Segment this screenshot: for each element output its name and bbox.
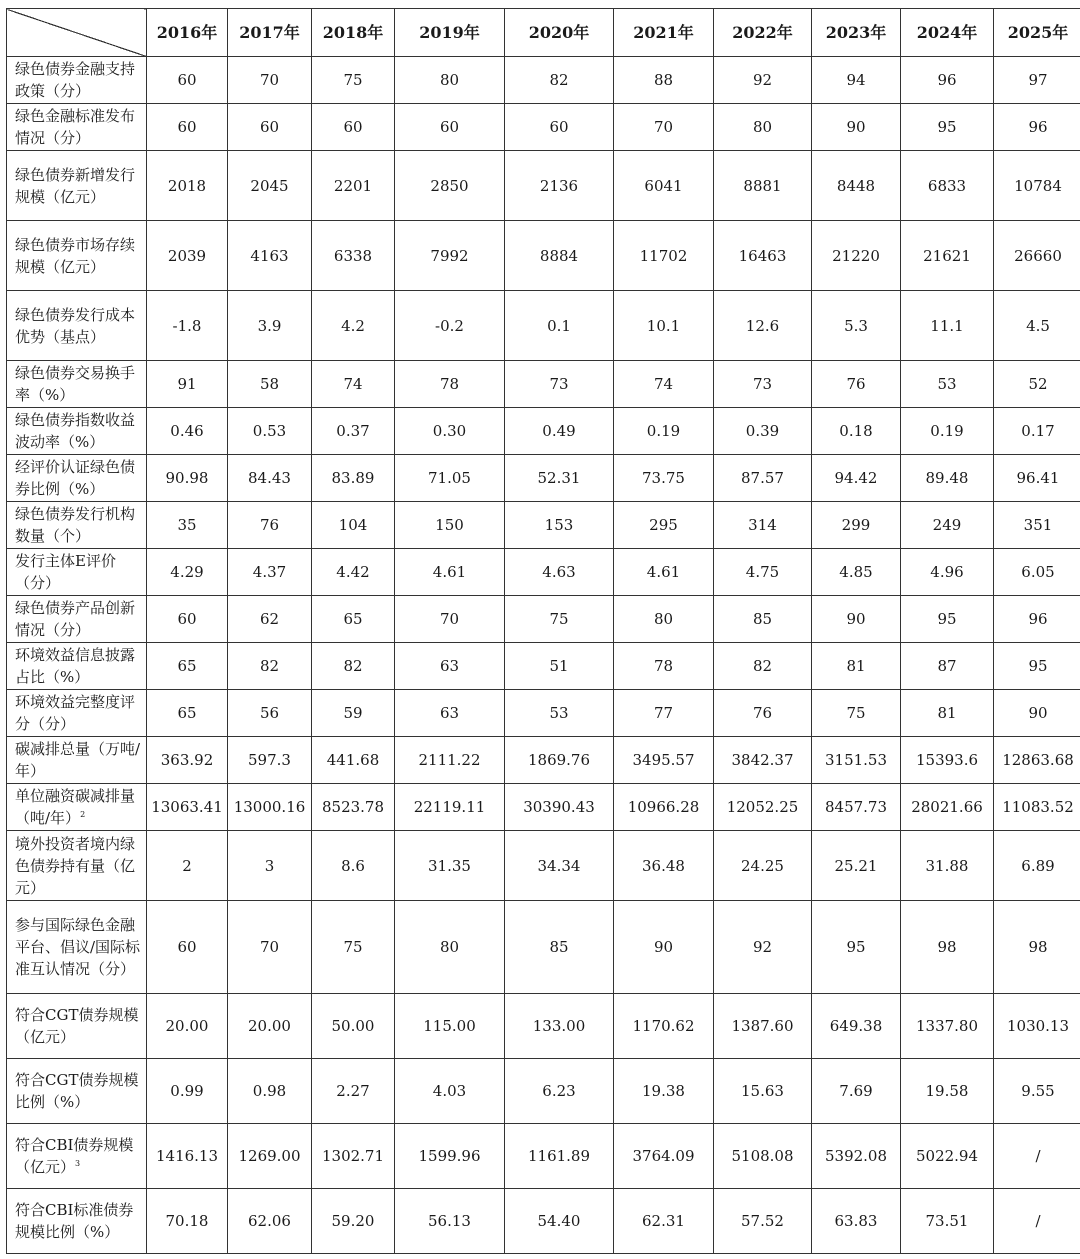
value-cell: 1170.62 [614,994,714,1059]
value-cell: 9.55 [994,1059,1080,1124]
value-cell: 60 [147,901,228,994]
value-cell: 4.5 [994,291,1080,361]
value-cell: 94.42 [812,455,901,502]
value-cell: 11.1 [901,291,994,361]
year-header: 2017年 [228,9,312,57]
row-label [7,596,147,643]
row-label-text: 绿色债券指数收益波动率（%） [15,411,136,451]
value-cell: 4.29 [147,549,228,596]
value-cell: 26660 [994,221,1080,291]
value-cell: 2850 [395,151,505,221]
value-cell: 85 [505,901,614,994]
value-cell: 5108.08 [714,1124,812,1189]
value-cell: 81 [812,643,901,690]
value-cell: 314 [714,502,812,549]
value-cell: 31.88 [901,831,994,901]
value-cell: 295 [614,502,714,549]
value-cell: 0.46 [147,408,228,455]
value-cell: 3151.53 [812,737,901,784]
value-cell: 84.43 [228,455,312,502]
value-cell: 4.63 [505,549,614,596]
value-cell: 20.00 [228,994,312,1059]
value-cell: 95 [901,596,994,643]
row-label [7,221,147,291]
row-label [7,831,147,901]
year-header: 2023年 [812,9,901,57]
value-cell: 13063.41 [147,784,228,831]
row-label-text: 参与国际绿色金融平台、倡议/国际标准互认情况（分） [15,916,141,978]
value-cell: 2201 [312,151,395,221]
value-cell: 3495.57 [614,737,714,784]
value-cell: 70.18 [147,1189,228,1254]
row-label [7,1059,147,1124]
value-cell: 1599.96 [395,1124,505,1189]
value-cell: 441.68 [312,737,395,784]
value-cell: 4.2 [312,291,395,361]
value-cell: 1161.89 [505,1124,614,1189]
value-cell: 76 [714,690,812,737]
value-cell: 30390.43 [505,784,614,831]
row-label [7,1124,147,1189]
table-row [7,1189,1080,1254]
value-cell: 0.19 [614,408,714,455]
value-cell: 90 [614,901,714,994]
value-cell: 8523.78 [312,784,395,831]
value-cell: 70 [395,596,505,643]
row-label [7,408,147,455]
value-cell: 0.49 [505,408,614,455]
value-cell: 96.41 [994,455,1080,502]
value-cell: 50.00 [312,994,395,1059]
row-label [7,104,147,151]
value-cell: 94 [812,57,901,104]
value-cell: 4.96 [901,549,994,596]
value-cell: 6041 [614,151,714,221]
value-cell: 1269.00 [228,1124,312,1189]
value-cell: 92 [714,901,812,994]
year-header: 2019年 [395,9,505,57]
value-cell: -0.2 [395,291,505,361]
value-cell: 2018 [147,151,228,221]
value-cell: 73 [714,361,812,408]
value-cell: 78 [395,361,505,408]
footnote-marker: 2 [80,810,86,819]
table-row [7,994,1080,1059]
value-cell: 81 [901,690,994,737]
value-cell: 65 [147,643,228,690]
row-label-text: 单位融资碳减排量（吨/年） [15,787,136,827]
value-cell: 70 [614,104,714,151]
value-cell: 60 [505,104,614,151]
value-cell: 1337.80 [901,994,994,1059]
row-label [7,690,147,737]
value-cell: 2045 [228,151,312,221]
value-cell: 19.58 [901,1059,994,1124]
value-cell: 5.3 [812,291,901,361]
table-row [7,502,1080,549]
value-cell: 82 [505,57,614,104]
value-cell: 80 [714,104,812,151]
row-label-text: 绿色金融标准发布情况（分） [15,107,136,147]
row-label-text: 符合CGT债券规模（亿元） [15,1006,139,1046]
value-cell: 76 [812,361,901,408]
value-cell: 6338 [312,221,395,291]
value-cell: 6.05 [994,549,1080,596]
value-cell: 4.37 [228,549,312,596]
value-cell: 75 [312,57,395,104]
table-row [7,291,1080,361]
value-cell: 8457.73 [812,784,901,831]
value-cell: 60 [147,104,228,151]
value-cell: 21621 [901,221,994,291]
value-cell: 95 [994,643,1080,690]
value-cell: 53 [505,690,614,737]
row-label [7,291,147,361]
value-cell: 63 [395,690,505,737]
row-label [7,151,147,221]
value-cell: 1302.71 [312,1124,395,1189]
row-label [7,901,147,994]
value-cell: 20.00 [147,994,228,1059]
value-cell: 1416.13 [147,1124,228,1189]
value-cell: 57.52 [714,1189,812,1254]
value-cell: 4.75 [714,549,812,596]
value-cell: 4.61 [395,549,505,596]
row-label-text: 经评价认证绿色债券比例（%） [15,458,136,498]
value-cell: 4.85 [812,549,901,596]
value-cell: 95 [901,104,994,151]
value-cell: 12052.25 [714,784,812,831]
value-cell: 1869.76 [505,737,614,784]
value-cell: 115.00 [395,994,505,1059]
value-cell: 75 [505,596,614,643]
value-cell: 74 [614,361,714,408]
value-cell: 74 [312,361,395,408]
value-cell: 92 [714,57,812,104]
value-cell: 98 [994,901,1080,994]
row-label-text: 环境效益完整度评分（分） [15,693,136,733]
table-row [7,1059,1080,1124]
row-label [7,502,147,549]
value-cell: 78 [614,643,714,690]
value-cell: 70 [228,901,312,994]
row-label-text: 绿色债券发行机构数量（个） [15,505,136,545]
value-cell: 10784 [994,151,1080,221]
value-cell: 62 [228,596,312,643]
value-cell: 97 [994,57,1080,104]
value-cell: 96 [994,596,1080,643]
value-cell: 60 [147,596,228,643]
value-cell: 90 [812,104,901,151]
value-cell: 0.98 [228,1059,312,1124]
value-cell: 96 [901,57,994,104]
value-cell: 1030.13 [994,994,1080,1059]
value-cell: / [994,1189,1080,1254]
value-cell: 4.42 [312,549,395,596]
value-cell: 60 [312,104,395,151]
table-row [7,57,1080,104]
value-cell: 2 [147,831,228,901]
value-cell: 75 [812,690,901,737]
value-cell: 87 [901,643,994,690]
value-cell: 31.35 [395,831,505,901]
value-cell: 12863.68 [994,737,1080,784]
value-cell: 76 [228,502,312,549]
value-cell: 2039 [147,221,228,291]
value-cell: 59 [312,690,395,737]
value-cell: 0.53 [228,408,312,455]
row-label-text: 发行主体E评价（分） [15,552,116,592]
row-label-text: 绿色债券市场存续规模（亿元） [15,235,136,276]
value-cell: 91 [147,361,228,408]
row-label [7,784,147,831]
value-cell: 4.03 [395,1059,505,1124]
table-row [7,549,1080,596]
value-cell: 8.6 [312,831,395,901]
value-cell: 0.39 [714,408,812,455]
value-cell: 16463 [714,221,812,291]
row-label [7,455,147,502]
value-cell: 7992 [395,221,505,291]
value-cell: 80 [614,596,714,643]
table-row [7,784,1080,831]
row-label-text: 绿色债券金融支持政策（分） [15,60,136,100]
table-row [7,596,1080,643]
green-bond-indicator-table [6,8,1080,1254]
value-cell: 58 [228,361,312,408]
value-cell: 8881 [714,151,812,221]
value-cell: 80 [395,901,505,994]
value-cell: 0.37 [312,408,395,455]
table-container [6,8,1080,1254]
row-label-text: 环境效益信息披露占比（%） [15,646,136,686]
value-cell: 7.69 [812,1059,901,1124]
value-cell: 36.48 [614,831,714,901]
value-cell: 22119.11 [395,784,505,831]
year-header: 2021年 [614,9,714,57]
value-cell: 2.27 [312,1059,395,1124]
value-cell: 77 [614,690,714,737]
value-cell: 3764.09 [614,1124,714,1189]
value-cell: 8448 [812,151,901,221]
corner-cell [7,9,147,57]
year-header: 2025年 [994,9,1080,57]
value-cell: 4.61 [614,549,714,596]
value-cell: 0.1 [505,291,614,361]
row-label-text: 符合CGT债券规模比例（%） [15,1071,139,1111]
value-cell: 150 [395,502,505,549]
row-label [7,994,147,1059]
value-cell: 56.13 [395,1189,505,1254]
header-row [7,9,1080,57]
row-label-text: 符合CBI标准债券规模比例（%） [15,1201,134,1241]
year-header: 2022年 [714,9,812,57]
value-cell: 63 [395,643,505,690]
value-cell: 11083.52 [994,784,1080,831]
value-cell: 15.63 [714,1059,812,1124]
table-row [7,690,1080,737]
value-cell: 75 [312,901,395,994]
value-cell: 35 [147,502,228,549]
value-cell: / [994,1124,1080,1189]
row-label [7,737,147,784]
year-header: 2024年 [901,9,994,57]
row-label [7,57,147,104]
value-cell: 59.20 [312,1189,395,1254]
row-label-text: 碳减排总量（万吨/年） [15,740,141,780]
value-cell: 3 [228,831,312,901]
value-cell: 82 [228,643,312,690]
value-cell: 98 [901,901,994,994]
row-label-text: 境外投资者境内绿色债券持有量（亿元） [15,834,136,897]
value-cell: 90 [994,690,1080,737]
value-cell: 299 [812,502,901,549]
value-cell: 90 [812,596,901,643]
value-cell: 54.40 [505,1189,614,1254]
value-cell: 104 [312,502,395,549]
value-cell: 597.3 [228,737,312,784]
year-header: 2016年 [147,9,228,57]
value-cell: 1387.60 [714,994,812,1059]
row-label-text: 符合CBI债券规模（亿元） [15,1136,134,1176]
value-cell: 51 [505,643,614,690]
value-cell: 13000.16 [228,784,312,831]
table-row [7,455,1080,502]
value-cell: 10966.28 [614,784,714,831]
value-cell: 53 [901,361,994,408]
table-row [7,831,1080,901]
value-cell: 11702 [614,221,714,291]
value-cell: 3842.37 [714,737,812,784]
value-cell: 28021.66 [901,784,994,831]
value-cell: 8884 [505,221,614,291]
table-row [7,221,1080,291]
value-cell: 71.05 [395,455,505,502]
footnote-marker: 3 [75,1159,81,1168]
value-cell: 0.99 [147,1059,228,1124]
value-cell: 133.00 [505,994,614,1059]
value-cell: 65 [312,596,395,643]
row-label-text: 绿色债券新增发行规模（亿元） [15,165,136,206]
value-cell: 5392.08 [812,1124,901,1189]
year-header: 2020年 [505,9,614,57]
value-cell: 12.6 [714,291,812,361]
value-cell: 56 [228,690,312,737]
year-header: 2018年 [312,9,395,57]
value-cell: 0.30 [395,408,505,455]
value-cell: 88 [614,57,714,104]
value-cell: 73 [505,361,614,408]
table-row [7,643,1080,690]
table-row [7,408,1080,455]
value-cell: 83.89 [312,455,395,502]
value-cell: 52 [994,361,1080,408]
value-cell: 6833 [901,151,994,221]
value-cell: 363.92 [147,737,228,784]
table-row [7,151,1080,221]
row-label-text: 绿色债券交易换手率（%） [15,364,136,404]
row-label-text: 绿色债券产品创新情况（分） [15,599,136,639]
table-row [7,361,1080,408]
value-cell: 2136 [505,151,614,221]
value-cell: 153 [505,502,614,549]
table-row [7,104,1080,151]
value-cell: 90.98 [147,455,228,502]
value-cell: 80 [395,57,505,104]
value-cell: 4163 [228,221,312,291]
value-cell: 34.34 [505,831,614,901]
value-cell: 15393.6 [901,737,994,784]
table-row [7,901,1080,994]
row-label [7,643,147,690]
value-cell: 85 [714,596,812,643]
value-cell: 60 [147,57,228,104]
value-cell: 60 [395,104,505,151]
value-cell: 73.75 [614,455,714,502]
row-label [7,361,147,408]
value-cell: 2111.22 [395,737,505,784]
value-cell: 95 [812,901,901,994]
value-cell: 10.1 [614,291,714,361]
value-cell: 649.38 [812,994,901,1059]
value-cell: 65 [147,690,228,737]
value-cell: 3.9 [228,291,312,361]
value-cell: 62.31 [614,1189,714,1254]
value-cell: 249 [901,502,994,549]
value-cell: -1.8 [147,291,228,361]
value-cell: 82 [312,643,395,690]
value-cell: 60 [228,104,312,151]
value-cell: 6.23 [505,1059,614,1124]
value-cell: 19.38 [614,1059,714,1124]
table-row [7,737,1080,784]
value-cell: 25.21 [812,831,901,901]
value-cell: 24.25 [714,831,812,901]
value-cell: 96 [994,104,1080,151]
row-label-text: 绿色债券发行成本优势（基点） [15,305,136,346]
value-cell: 62.06 [228,1189,312,1254]
row-label [7,1189,147,1254]
value-cell: 70 [228,57,312,104]
row-label [7,549,147,596]
value-cell: 87.57 [714,455,812,502]
value-cell: 73.51 [901,1189,994,1254]
value-cell: 0.19 [901,408,994,455]
value-cell: 82 [714,643,812,690]
value-cell: 52.31 [505,455,614,502]
table-row [7,1124,1080,1189]
value-cell: 6.89 [994,831,1080,901]
value-cell: 89.48 [901,455,994,502]
value-cell: 21220 [812,221,901,291]
value-cell: 63.83 [812,1189,901,1254]
value-cell: 0.17 [994,408,1080,455]
value-cell: 351 [994,502,1080,549]
value-cell: 0.18 [812,408,901,455]
value-cell: 5022.94 [901,1124,994,1189]
